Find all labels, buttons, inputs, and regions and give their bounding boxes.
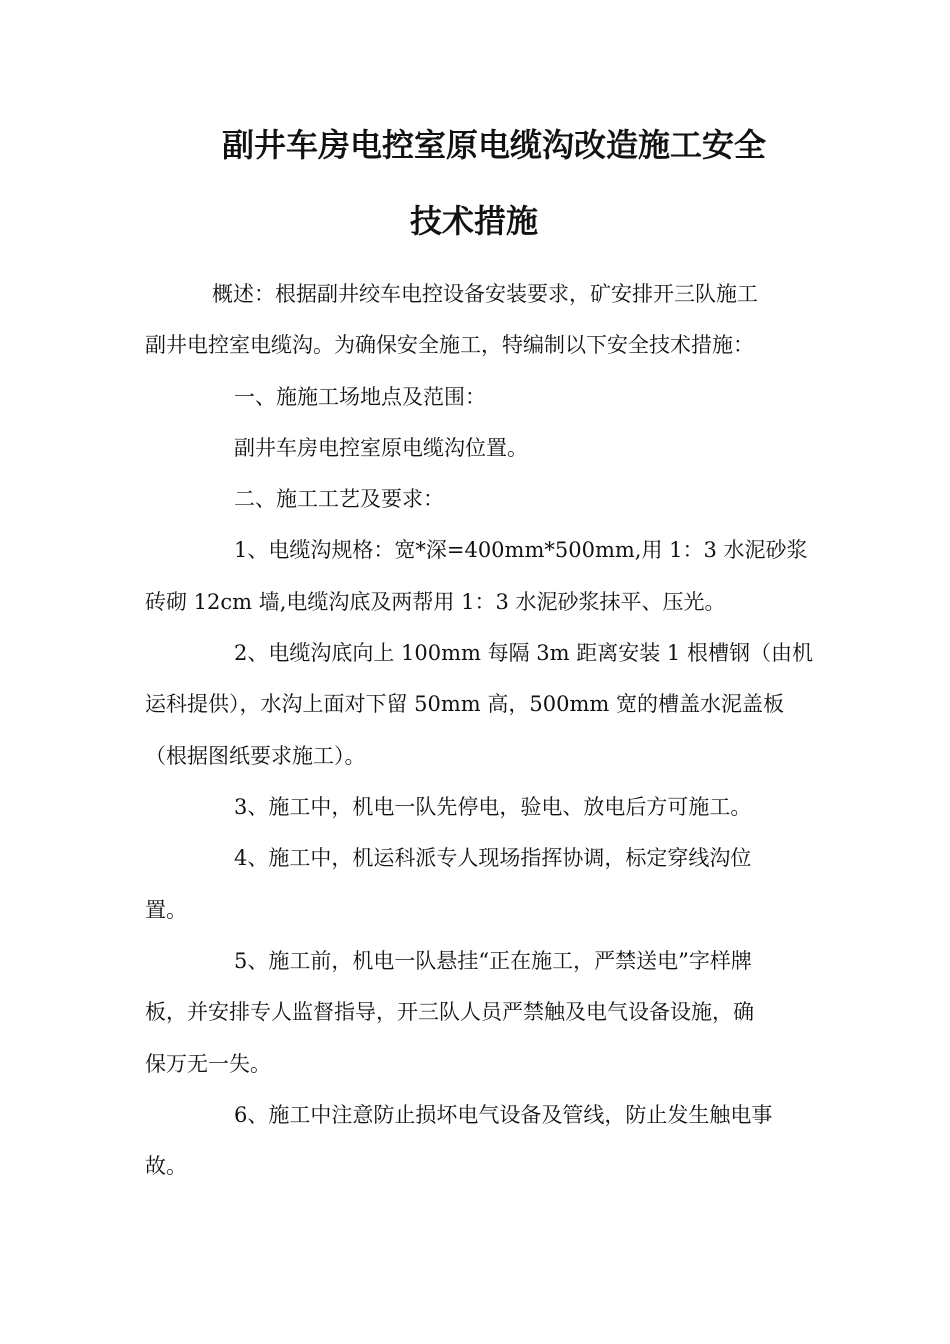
paragraph-overview-line: 概述：根据副井绞车电控设备安装要求，矿安排开三队施工 [212,282,758,306]
list-item-6-line: 故。 [145,1154,187,1178]
document-title-line-2: 技术措施 [410,202,539,240]
list-item-1-line: 1、电缆沟规格：宽*深=400mm*500mm,用 1：3 水泥砂浆 [234,538,808,562]
list-item-3-line: 3、施工中，机电一队先停电，验电、放电后方可施工。 [234,795,752,819]
list-item-2-line: （根据图纸要求施工）。 [145,744,366,768]
list-item-5-line: 保万无一失。 [145,1052,271,1076]
list-item-1-line: 砖砌 12cm 墙,电缆沟底及两帮用 1：3 水泥砂浆抹平、压光。 [145,590,726,614]
list-item-4-line: 置。 [145,898,187,922]
paragraph-overview-line: 副井电控室电缆沟。为确保安全施工，特编制以下安全技术措施： [145,333,754,357]
section-heading-location: 一、施施工场地点及范围： [234,385,486,409]
list-item-5-line: 板，并安排专人监督指导，开三队人员严禁触及电气设备设施，确 [145,1000,754,1024]
list-item-6-line: 6、施工中注意防止损坏电气设备及管线，防止发生触电事 [234,1103,773,1127]
paragraph-location: 副井车房电控室原电缆沟位置。 [234,436,528,460]
section-heading-process: 二、施工工艺及要求： [234,487,444,511]
list-item-2-line: 运科提供），水沟上面对下留 50mm 高，500mm 宽的槽盖水泥盖板 [145,692,784,716]
list-item-4-line: 4、施工中，机运科派专人现场指挥协调，标定穿线沟位 [234,846,752,870]
document-title-line-1: 副井车房电控室原电缆沟改造施工安全 [222,126,767,164]
list-item-5-line: 5、施工前，机电一队悬挂“正在施工，严禁送电”字样牌 [234,949,752,973]
list-item-2-line: 2、电缆沟底向上 100mm 每隔 3m 距离安装 1 根槽钢（由机 [234,641,813,665]
